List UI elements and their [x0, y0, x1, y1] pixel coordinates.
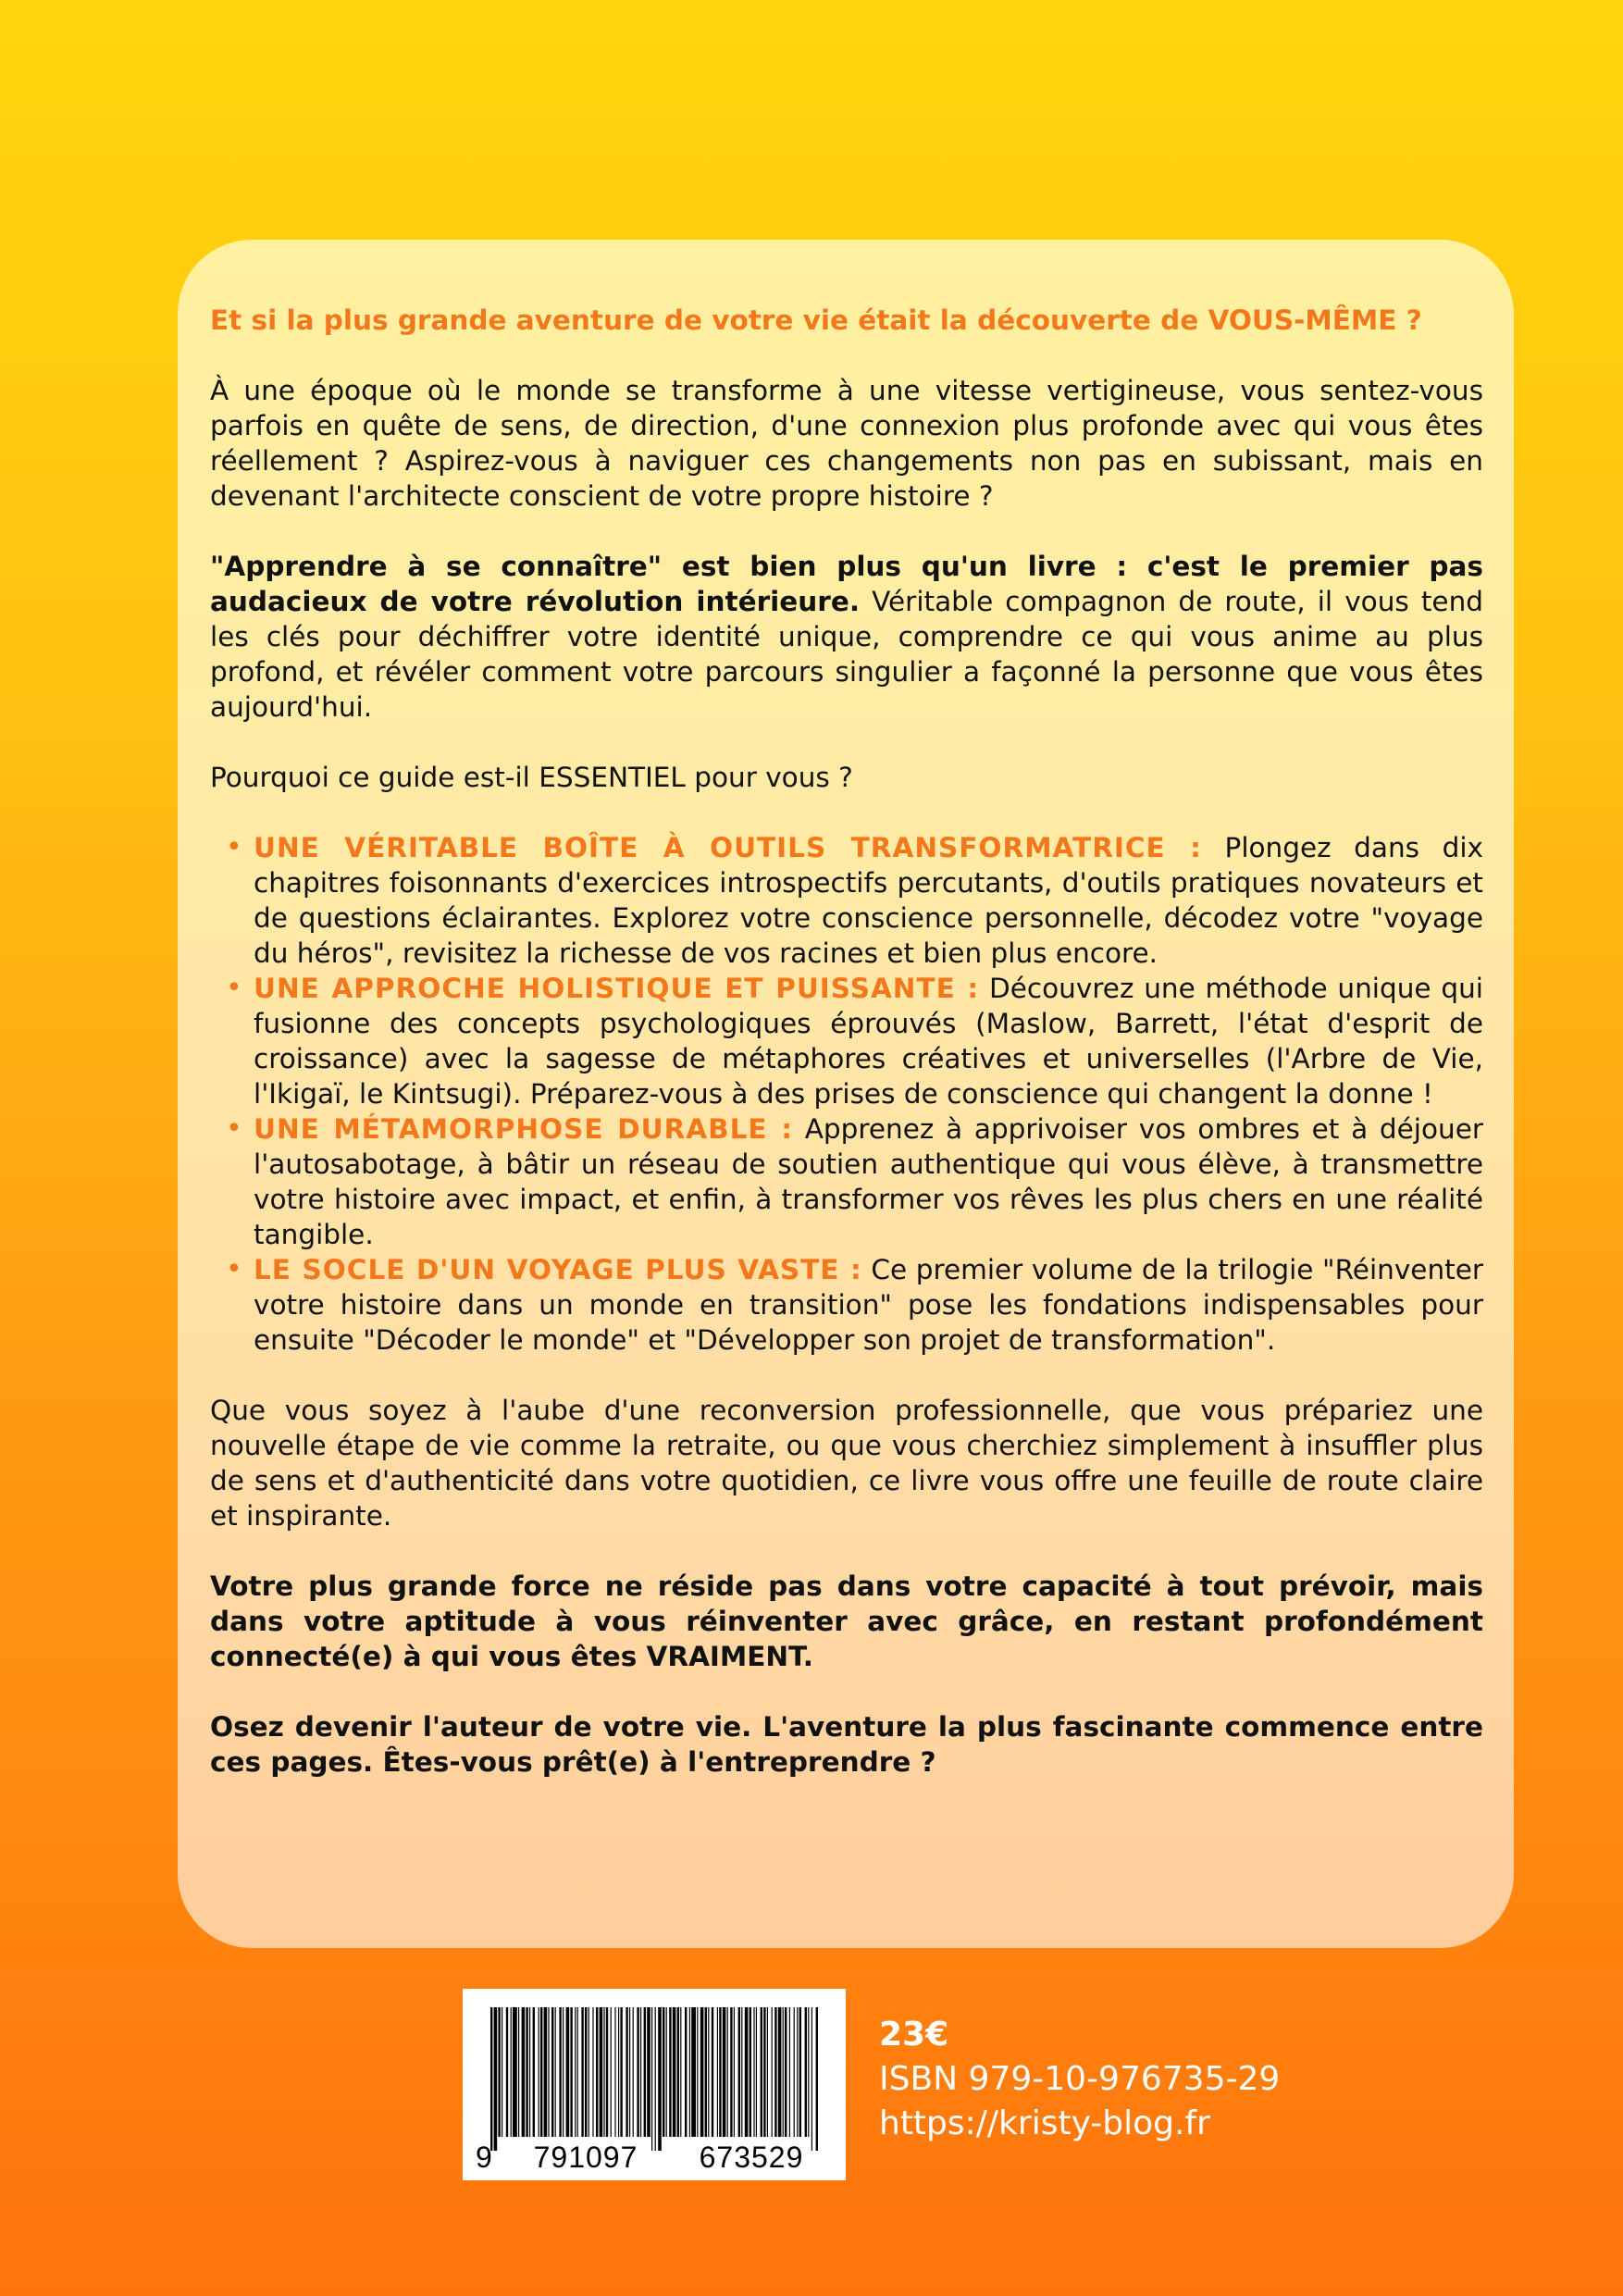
barcode-bar: [600, 2007, 603, 2137]
text-panel: [178, 240, 1514, 1948]
audience-paragraph: Que vous soyez à l'aube d'une reconversion professionnelle, que vous prépariez une nouvelle étape de vie comme la retraite, ou que vous cherchiez simplement à insuffler plus de sens et d'authenticité dans votre quotidien, ce livre vous offre une feuille de route claire et inspirante.: [210, 1395, 1483, 1532]
barcode-bar: [544, 2007, 548, 2137]
barcode-bar: [633, 2007, 634, 2137]
barcode-bar: [669, 2007, 671, 2137]
barcode-bar: [644, 2007, 646, 2137]
barcode-bar: [563, 2007, 564, 2137]
website-url[interactable]: https://kristy-blog.fr: [879, 2104, 1210, 2142]
barcode-bar: [490, 2007, 492, 2151]
barcode-bar: [712, 2007, 713, 2137]
barcode-bar: [750, 2007, 751, 2137]
barcode-bar: [741, 2007, 742, 2137]
barcode-bar: [783, 2007, 784, 2137]
barcode-bar: [738, 2007, 740, 2137]
barcode-bar: [526, 2007, 527, 2137]
barcode-bar: [548, 2007, 549, 2137]
benefit-item: [254, 1111, 1483, 1252]
barcode-bar: [799, 2007, 801, 2137]
barcode-bar: [529, 2007, 530, 2137]
barcode-bar: [785, 2007, 787, 2137]
price: 23€: [879, 2016, 949, 2054]
barcode-digits-left: 791097: [533, 2141, 638, 2174]
barcode-bar: [673, 2007, 676, 2137]
book-pitch-paragraph: [210, 549, 1483, 725]
barcode-number: [476, 2141, 833, 2175]
barcode-bar: [551, 2007, 553, 2137]
barcode-bar: [772, 2007, 773, 2137]
benefit-item: [254, 1252, 1483, 1358]
barcode-bar: [756, 2007, 757, 2137]
barcode-bar: [685, 2007, 687, 2137]
barcode-bar: [763, 2007, 765, 2137]
barcode-bar: [647, 2007, 650, 2137]
barcode-bar: [511, 2007, 512, 2137]
barcode-bar: [666, 2007, 667, 2137]
barcode-bar: [808, 2007, 809, 2137]
benefit-title: LE SOCLE D'UN VOYAGE PLUS VASTE :: [254, 1254, 862, 1285]
benefit-title: UNE MÉTAMORPHOSE DURABLE :: [254, 1113, 793, 1145]
barcode-bar: [761, 2007, 762, 2137]
barcode-bar: [629, 2007, 630, 2137]
barcode-bar: [566, 2007, 570, 2137]
benefits-list: [210, 830, 1483, 1358]
barcode-bar: [637, 2007, 638, 2137]
barcode-bar: [575, 2007, 576, 2137]
barcode-bar: [680, 2007, 681, 2137]
barcode-bar: [789, 2007, 790, 2137]
barcode-bar: [778, 2007, 782, 2137]
barcode-bar: [745, 2007, 749, 2137]
barcode-bar: [640, 2007, 641, 2137]
benefit-item: [254, 971, 1483, 1111]
barcode-bar: [663, 2007, 664, 2137]
benefit-title: UNE APPROCHE HOLISTIQUE ET PUISSANTE :: [254, 973, 980, 1004]
barcode-bar: [658, 2007, 662, 2151]
barcode-bar: [774, 2007, 776, 2137]
barcode-bar: [614, 2007, 615, 2137]
barcode-bar: [626, 2007, 627, 2137]
barcode-bar: [570, 2007, 572, 2137]
barcode-bar: [651, 2007, 652, 2151]
benefit-text: Ce premier volume de la trilogie "Réinventer votre histoire dans un monde en transition" pose les fondations indispensables pour ensuite "Décoder le monde" et "Développer son projet de transformation".: [254, 1254, 1483, 1356]
barcode-bar: [734, 2007, 735, 2137]
barcode-bar: [618, 2007, 619, 2137]
barcode-bar: [700, 2007, 704, 2137]
barcode-bar: [767, 2007, 768, 2137]
barcode-bar: [518, 2007, 519, 2137]
barcode-bar: [585, 2007, 587, 2137]
barcode-bar: [816, 2007, 818, 2151]
closing-paragraph: Osez devenir l'auteur de votre vie. L'aventure la plus fascinante commence entre ces pages. Êtes-vous prêt(e) à l'entreprendre ?: [210, 1711, 1483, 1778]
strength-paragraph: Votre plus grande force ne réside pas dans votre capacité à tout prévoir, mais dans votre aptitude à vous réinventer avec grâce, en restant profondément connecté(e) à qui vous êtes VRAIMENT.: [210, 1570, 1483, 1672]
barcode-bar: [498, 2007, 500, 2137]
barcode-bar: [691, 2007, 696, 2137]
barcode-bar: [717, 2007, 718, 2137]
barcode-digit-first: 9: [476, 2141, 493, 2174]
barcode-bar: [797, 2007, 798, 2137]
barcode-bar: [705, 2007, 707, 2137]
barcode-bar: [603, 2007, 604, 2137]
barcode-bar: [697, 2007, 698, 2137]
barcode-bar: [588, 2007, 589, 2137]
benefit-item: [254, 830, 1483, 971]
benefit-text: Découvrez une méthode unique qui fusionne des concepts psychologiques éprouvés (Maslow, Barrett, l'état d'esprit de croissance) avec la sagesse de métaphores créatives et universelles (l'Arbre de Vie, l'Ikigaï, le Kintsugi). Préparez-vous à des prises de conscience qui changent la donne !: [254, 973, 1483, 1110]
barcode-bar: [506, 2007, 508, 2137]
barcode-digits-right: 673529: [699, 2141, 804, 2174]
barcode-bar: [533, 2007, 535, 2137]
barcode-bar: [494, 2007, 498, 2151]
barcode-bar: [689, 2007, 690, 2137]
barcode-bar: [606, 2007, 608, 2137]
barcode-bar: [677, 2007, 679, 2137]
barcode-bar: [592, 2007, 593, 2137]
barcode-bars: [490, 2007, 818, 2151]
book-info: [879, 2013, 1280, 2146]
barcode-bar: [753, 2007, 754, 2137]
barcode-bar: [596, 2007, 598, 2137]
barcode-bar: [611, 2007, 612, 2137]
barcode-bar: [577, 2007, 578, 2137]
intro-paragraph: À une époque où le monde se transforme à une vitesse vertigineuse, vous sentez-vous parfois en quête de sens, de direction, d'une connexion plus profonde avec qui vous êtes réellement ? Aspirez-vous à naviguer ces changements non pas en subissant, mais en devenant l'architecte conscient de votre propre histoire ?: [210, 375, 1483, 512]
benefit-title: UNE VÉRITABLE BOÎTE À OUTILS TRANSFORMATRICE :: [254, 832, 1202, 863]
barcode-bar: [522, 2007, 526, 2137]
barcode-bar: [555, 2007, 556, 2137]
book-pitch-text: Véritable compagnon de route, il vous tend les clés pour déchiffrer votre identité unique, comprendre ce qui vous anime au plus profond, et révéler comment votre parcours singulier a façonné la personne que vous êtes aujourd'hui.: [210, 586, 1483, 723]
barcode-bar: [727, 2007, 728, 2137]
barcode-bar: [540, 2007, 542, 2137]
barcode-bar: [620, 2007, 622, 2137]
barcode-bar: [513, 2007, 517, 2137]
barcode-bar: [559, 2007, 561, 2137]
barcode-bar: [730, 2007, 732, 2137]
barcode-bar: [805, 2007, 807, 2137]
barcode-bar: [723, 2007, 726, 2137]
headline: Et si la plus grande aventure de votre vie était la découverte de VOUS-MÊME ?: [210, 304, 1422, 336]
barcode-bar: [708, 2007, 709, 2137]
barcode-bar: [794, 2007, 795, 2137]
barcode-bar: [655, 2007, 656, 2151]
book-pitch-bold: "Apprendre à se connaître" est bien plus qu'un livre : c'est le premier pas audacieux de votre révolution intérieure.: [210, 551, 1483, 617]
isbn: ISBN 979-10-976735-29: [879, 2060, 1281, 2098]
why-heading: Pourquoi ce guide est-il ESSENTIEL pour vous ?: [210, 762, 853, 793]
barcode-bar: [581, 2007, 583, 2137]
benefit-text: Apprenez à apprivoiser vos ombres et à déjouer l'autosabotage, à bâtir un réseau de soutien authentique qui vous élève, à transmettre votre histoire avec impact, et enfin, à transformer vos rêves les plus chers en une réalité tangible.: [254, 1113, 1483, 1250]
barcode-bar: [719, 2007, 721, 2137]
benefit-text: Plongez dans dix chapitres foisonnants d'exercices introspectifs percutants, d'outils pratiques novateurs et de questions éclairantes. Explorez votre conscience personnelle, décodez votre "voyage du héros", revisitez la richesse de vos racines et bien plus encore.: [254, 832, 1483, 969]
isbn-barcode: [463, 1989, 846, 2180]
